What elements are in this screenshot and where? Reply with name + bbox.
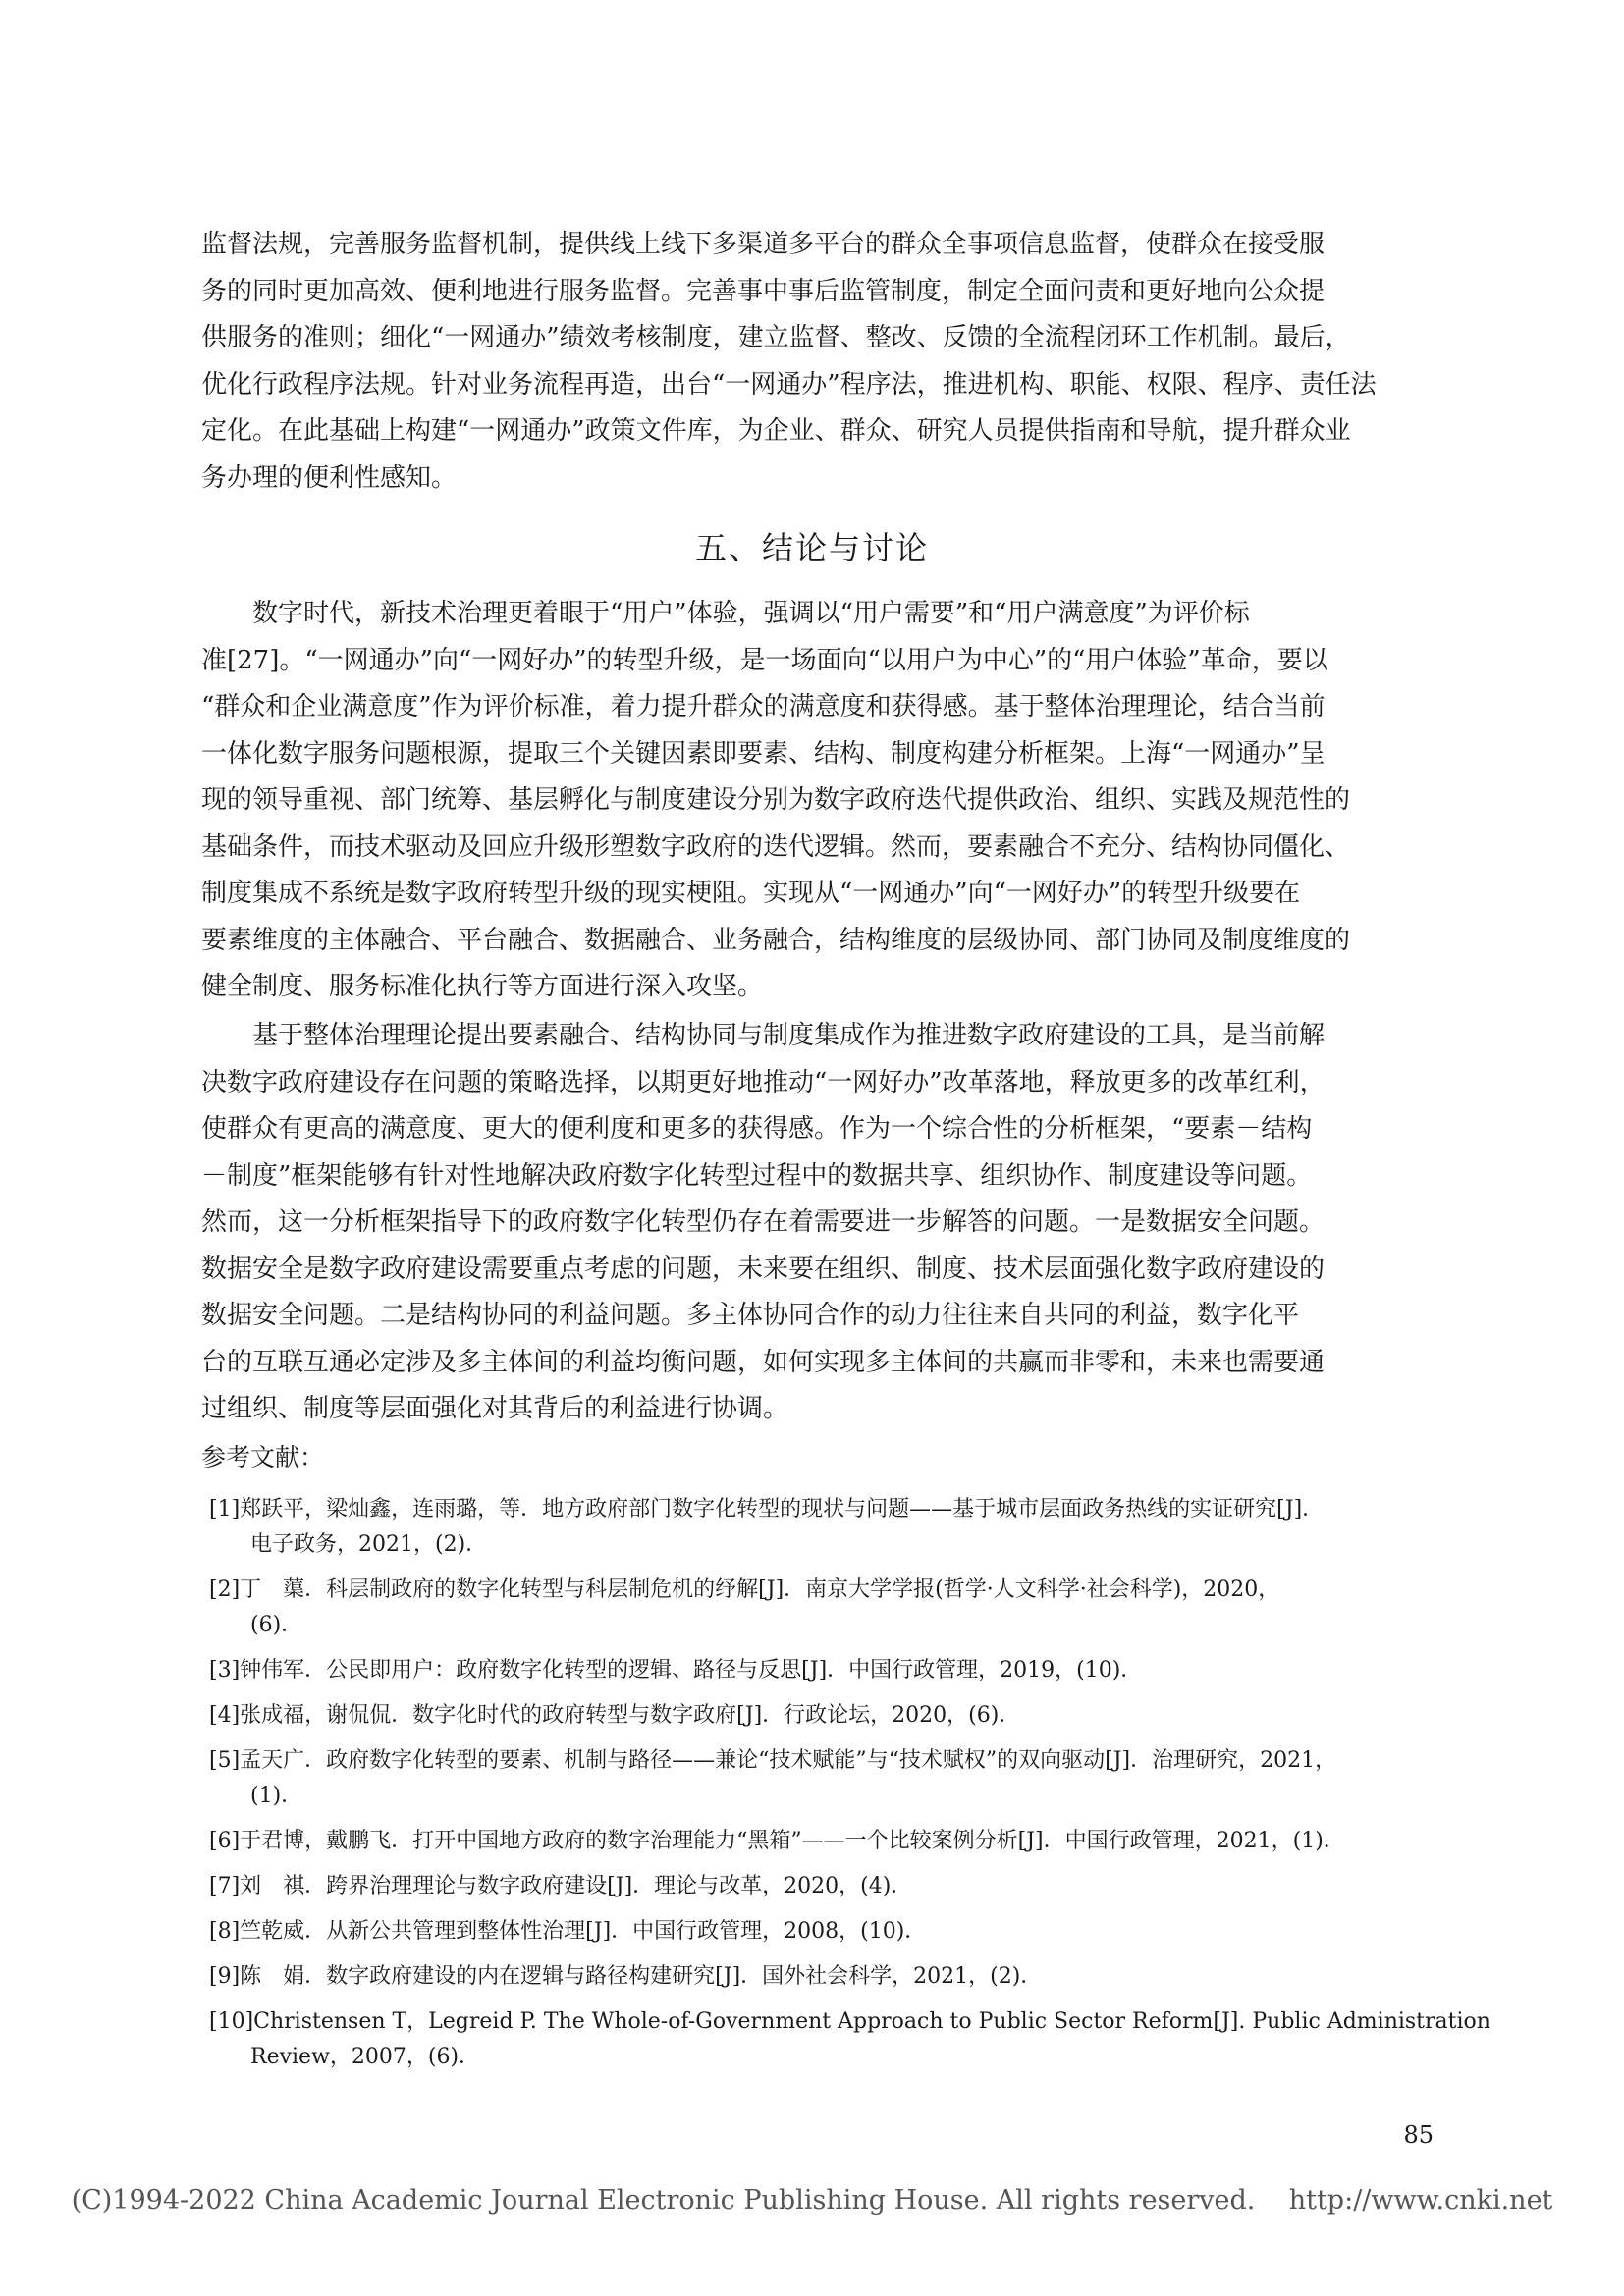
text-line: 健全制度、服务标准化执行等方面进行深入攻坚。 <box>201 972 764 1001</box>
reference-item <box>209 1492 1436 1563</box>
text-line: 优化行政程序法规。针对业务流程再造，出台“一网通办”程序法，推进机构、职能、权限、程序、责任法 <box>201 369 1377 400</box>
reference-line: [8]竺乾威．从新公共管理到整体性治理[J]．中国行政管理，2008，(10)． <box>209 1919 927 1944</box>
text-line: 务的同时更加高效、便利地进行服务监督。完善事中事后监管制度，制定全面问责和更好地向公众提 <box>201 276 1326 306</box>
text-line: 数字时代，新技术治理更着眼于“用户”体验，强调以“用户需要”和“用户满意度”为评价标 <box>252 599 1250 628</box>
reference-line: 电子政务，2021，(2)． <box>250 1532 488 1557</box>
reference-item <box>209 1869 1436 1904</box>
text-line: 数据安全问题。二是结构协同的利益问题。多主体协同合作的动力往往来自共同的利益，数字化平 <box>201 1301 1300 1330</box>
text-line: 现的领导重视、部门统筹、基层孵化与制度建设分别为数字政府迭代提供政治、组织、实践及规范性的 <box>201 785 1351 815</box>
reference-item <box>209 2004 1490 2075</box>
text-line: 台的互联互通必定涉及多主体间的利益均衡问题，如何实现多主体间的共赢而非零和，未来也需要通 <box>201 1347 1326 1377</box>
text-line: 基础条件，而技术驱动及回应升级形塑数字政府的迭代逻辑。然而，要素融合不充分、结构协同僵化、 <box>201 831 1351 862</box>
reference-line: (1)． <box>250 1784 303 1808</box>
text-line: 一体化数字服务问题根源，提取三个关键因素即要素、结构、制度构建分析框架。上海“一网通办”呈 <box>201 738 1326 769</box>
text-line: 基于整体治理理论提出要素融合、结构协同与制度集成作为推进数字政府建设的工具，是当前解 <box>252 1021 1326 1050</box>
reference-line: [6]于君博，戴鹏飞．打开中国地方政府的数字治理能力“黑箱”——一个比较案例分析[J]．中国行政管理，2021，(1)． <box>209 1829 1345 1853</box>
reference-line: [9]陈 娟．数字政府建设的内在逻辑与路径构建研究[J]．国外社会科学，2021，(2)． <box>209 1964 1043 1989</box>
text-line: 准[27]。“一网通办”向“一网好办”的转型升级，是一场面向“以用户为中心”的“用户体验”革命，要以 <box>201 645 1328 675</box>
text-line: 然而，这一分析框架指导下的政府数字化转型仍存在着需要进一步解答的问题。一是数据安全问题。 <box>201 1207 1326 1237</box>
reference-line: [2]丁 蕖．科层制政府的数字化转型与科层制危机的纾解[J]．南京大学学报(哲学·人文科学·社会科学)，2020， <box>209 1577 1280 1602</box>
copyright-footer: (C)1994-2022 China Academic Journal Electronic Publishing House. All rights reserved. http://www.cnki.net <box>71 2185 1553 2216</box>
text-line: 定化。在此基础上构建“一网通办”政策文件库，为企业、群众、研究人员提供指南和导航，提升群众业 <box>201 416 1351 446</box>
text-line: 过组织、制度等层面强化对其背后的利益进行协调。 <box>201 1394 789 1423</box>
text-line: 务办理的便利性感知。 <box>201 462 458 493</box>
reference-line: [10]Christensen T，Legreid P. The Whole-of-Government Approach to Public Sector Reform[J]. Public Administration <box>209 2009 1490 2034</box>
text-line: 决数字政府建设存在问题的策略选择，以期更好地推动“一网好办”改革落地，释放更多的改革红利， <box>201 1067 1326 1097</box>
reference-item <box>209 1824 1436 1859</box>
body-paragraph-1 <box>201 222 1434 502</box>
reference-item <box>209 1653 1436 1688</box>
text-line: 供服务的准则；细化“一网通办”绩效考核制度，建立监督、整改、反馈的全流程闭环工作机制。最后， <box>201 323 1351 352</box>
reference-line: [1]郑跃平，梁灿鑫，连雨璐，等．地方政府部门数字化转型的现状与问题——基于城市层面政务热线的实证研究[J]． <box>209 1497 1325 1522</box>
reference-line: [3]钟伟军．公民即用户：政府数字化转型的逻辑、路径与反思[J]．中国行政管理，2019，(10)． <box>209 1658 1143 1682</box>
reference-line: Review，2007，(6)． <box>250 2045 481 2069</box>
reference-line: [7]刘 祺．跨界治理理论与数字政府建设[J]．理论与改革，2020，(4)． <box>209 1874 913 1898</box>
page-number: 85 <box>1403 2121 1434 2149</box>
reference-item <box>209 1698 1436 1734</box>
reference-item <box>209 1959 1436 1995</box>
body-paragraph-3 <box>201 1013 1434 1433</box>
reference-line: (6)． <box>250 1613 303 1637</box>
text-line: “群众和企业满意度”作为评价标准，着力提升群众的满意度和获得感。基于整体治理理论，结合当前 <box>201 692 1326 721</box>
text-line: 数据安全是数字政府建设需要重点考虑的问题，未来要在组织、制度、技术层面强化数字政府建设的 <box>201 1254 1326 1284</box>
reference-item <box>209 1573 1436 1643</box>
references-list <box>209 1492 1490 2085</box>
reference-item <box>209 1743 1436 1814</box>
text-line: 监督法规，完善服务监督机制，提供线上线下多渠道多平台的群众全事项信息监督，使群众在接受服 <box>201 230 1326 259</box>
reference-line: [4]张成福，谢侃侃．数字化时代的政府转型与数字政府[J]．行政论坛，2020，(6)． <box>209 1703 1021 1728</box>
section-heading: 五、结论与讨论 <box>694 529 929 566</box>
text-line: 要素维度的主体融合、平台融合、数据融合、业务融合，结构维度的层级协同、部门协同及制度维度的 <box>201 925 1351 955</box>
text-line: －制度”框架能够有针对性地解决政府数字化转型过程中的数据共享、组织协作、制度建设等问题。 <box>201 1160 1313 1191</box>
reference-item <box>209 1914 1436 1949</box>
body-paragraph-2 <box>201 591 1434 1011</box>
reference-line: [5]孟天广．政府数字化转型的要素、机制与路径——兼论“技术赋能”与“技术赋权”的双向驱动[J]．治理研究，2021， <box>209 1748 1337 1773</box>
references-title: 参考文献： <box>201 1443 325 1471</box>
text-line: 制度集成不系统是数字政府转型升级的现实梗阻。实现从“一网通办”向“一网好办”的转型升级要在 <box>201 879 1301 908</box>
text-line: 使群众有更高的满意度、更大的便利度和更多的获得感。作为一个综合性的分析框架，“要素－结构 <box>201 1114 1313 1144</box>
